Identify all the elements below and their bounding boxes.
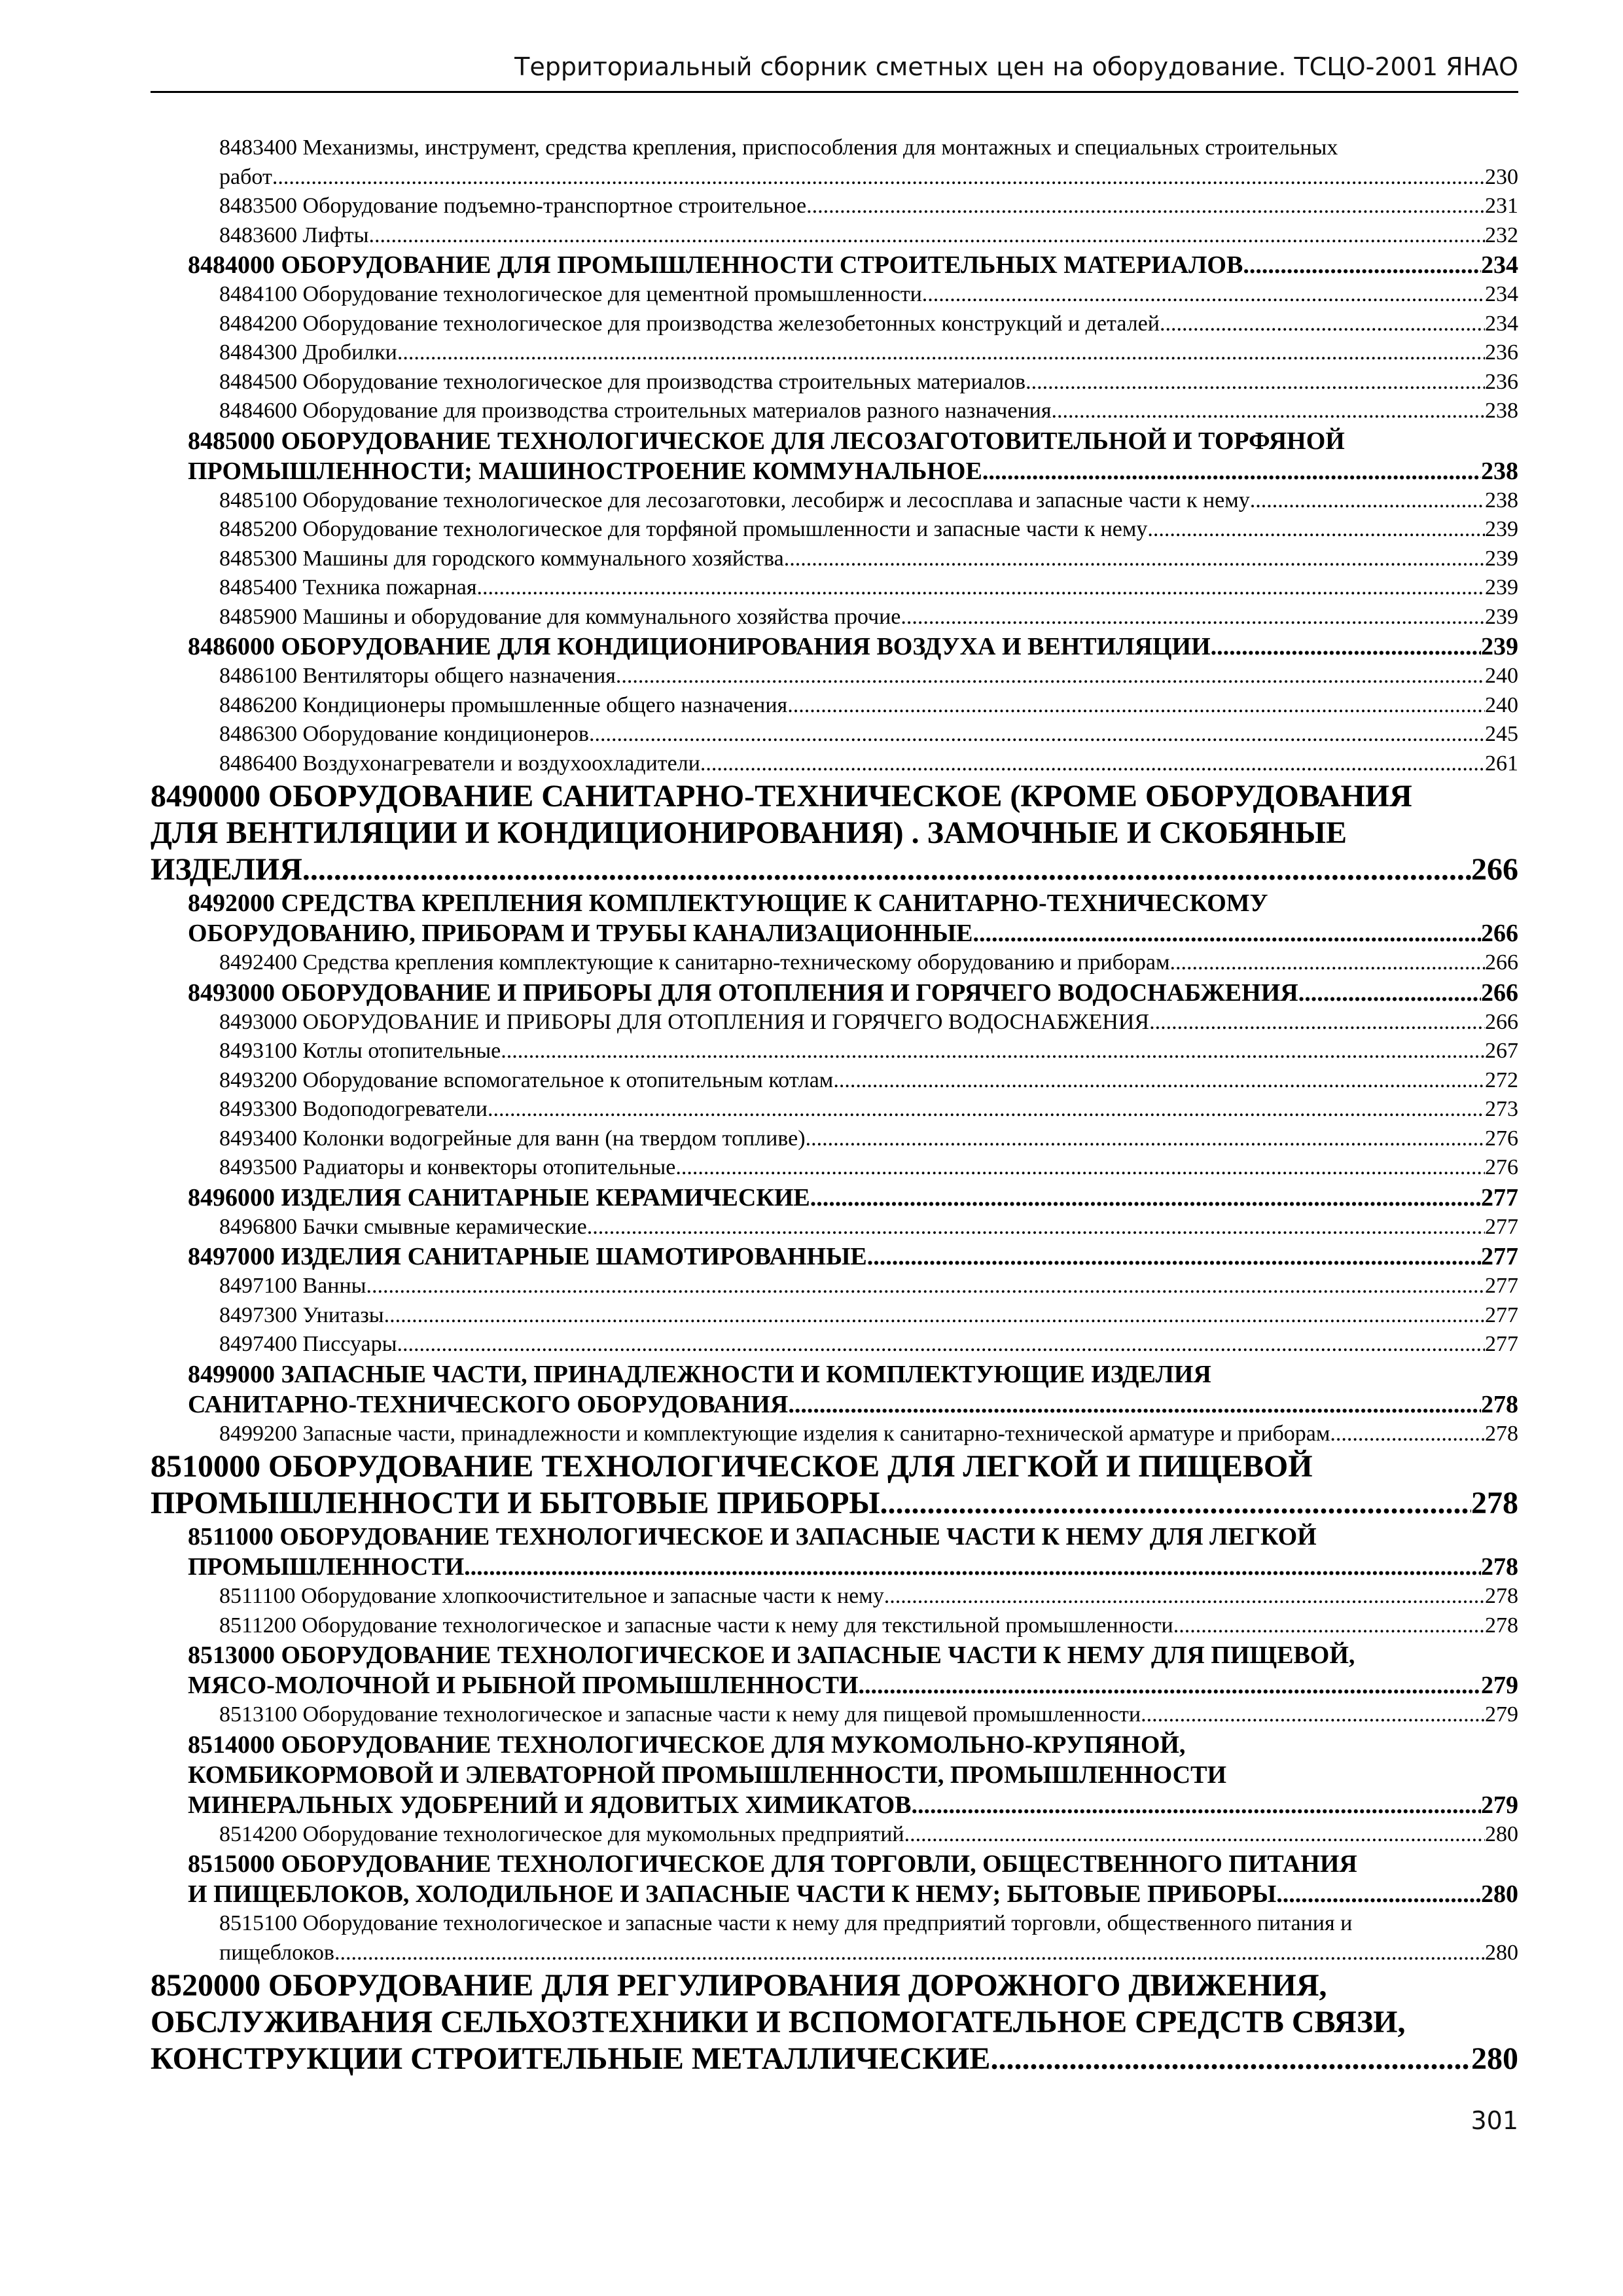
toc-entry-leader-row — [151, 1485, 1518, 1522]
toc-entry-leader-row — [188, 250, 1518, 280]
toc-entry-leader-row — [219, 1272, 1518, 1301]
toc-entry-title: 8486400 Воздухонагреватели и воздухоохладители — [219, 751, 700, 776]
toc-entry-leader-row — [219, 720, 1518, 749]
dot-leader — [1276, 1879, 1481, 1909]
dot-leader — [1147, 515, 1485, 545]
toc-entry-leader-row — [188, 1790, 1518, 1820]
toc-entry-leader-row — [219, 368, 1518, 397]
toc-page-number: 279 — [1481, 1791, 1518, 1819]
toc-entry-leader-row — [219, 1301, 1518, 1331]
toc-entry-leader-row — [219, 948, 1518, 978]
toc-entry-title: 8484500 Оборудование технологическое для производства строительных материалов — [219, 369, 1026, 394]
toc-entry-level-2[interactable] — [151, 888, 1518, 948]
toc-entry-level-3[interactable] — [151, 1095, 1518, 1124]
toc-entry-text-line: 8515000 ОБОРУДОВАНИЕ ТЕХНОЛОГИЧЕСКОЕ ДЛЯ ТОРГОВЛИ, ОБЩЕСТВЕННОГО ПИТАНИЯ — [188, 1850, 1357, 1878]
toc-page-number: 279 — [1481, 1672, 1518, 1699]
toc-page-number: 266 — [1481, 920, 1518, 947]
toc-entry-level-3[interactable] — [151, 691, 1518, 721]
toc-entry-leader-row — [219, 280, 1518, 310]
toc-entry-level-2[interactable] — [151, 632, 1518, 662]
toc-entry-leader-row — [151, 2041, 1518, 2077]
toc-page-number: 238 — [1485, 488, 1518, 512]
toc-page-number: 278 — [1485, 1613, 1518, 1638]
dot-leader — [912, 1790, 1481, 1820]
dot-leader — [973, 918, 1481, 948]
toc-entry-leader-row — [219, 163, 1518, 192]
toc-entry-leader-row — [219, 1066, 1518, 1096]
dot-leader — [833, 1066, 1485, 1096]
dot-leader — [810, 1183, 1481, 1213]
dot-leader — [272, 163, 1485, 192]
dot-leader — [334, 1939, 1485, 1968]
dot-leader — [476, 573, 1485, 603]
page-number: 301 — [1471, 2106, 1518, 2135]
toc-entry-title: 8493100 Котлы отопительные — [219, 1039, 501, 1063]
toc-entry-title: 8511200 Оборудование технологическое и запасные части к нему для текстильной промышленности — [219, 1613, 1173, 1638]
dot-leader — [922, 280, 1485, 310]
toc-entry-title: 8493200 Оборудование вспомогательное к отопительным котлам — [219, 1067, 834, 1092]
toc-entry-title: 8496800 Бачки смывные керамические — [219, 1214, 587, 1239]
toc-entry-level-3[interactable] — [151, 948, 1518, 978]
dot-leader — [982, 456, 1481, 486]
toc-page-number: 277 — [1485, 1302, 1518, 1327]
toc-entry-text-line: 8515100 Оборудование технологическое и запасные части к нему для предприятий торговли, общественного питания и — [219, 1911, 1353, 1935]
toc-entry-title: 8484100 Оборудование технологическое для цементной промышленности — [219, 282, 922, 306]
toc-entry-level-3[interactable] — [151, 749, 1518, 779]
toc-page-number: 234 — [1485, 282, 1518, 306]
dot-leader — [1298, 978, 1481, 1008]
toc-page-number: 230 — [1485, 164, 1518, 189]
toc-entry-title: 8483600 Лифты — [219, 223, 369, 247]
toc-entry-leader-row — [188, 456, 1518, 486]
toc-page-number: 273 — [1485, 1097, 1518, 1121]
dot-leader — [700, 749, 1485, 779]
toc-entry-leader-row — [219, 1124, 1518, 1154]
dot-leader — [904, 1820, 1485, 1850]
toc-entry-title: ПРОМЫШЛЕННОСТИ И БЫТОВЫЕ ПРИБОРЫ — [151, 1486, 880, 1520]
toc-entry-leader-row — [219, 338, 1518, 368]
toc-page-number: 278 — [1481, 1390, 1518, 1418]
toc-entry-level-2[interactable] — [151, 1183, 1518, 1213]
toc-entry-title: 8484600 Оборудование для производства строительных материалов разного назначения — [219, 399, 1052, 423]
toc-entry-level-3[interactable] — [151, 1582, 1518, 1611]
dot-leader — [464, 1552, 1481, 1582]
toc-entry-text-line: КОМБИКОРМОВОЙ И ЭЛЕВАТОРНОЙ ПРОМЫШЛЕННОСТИ, ПРОМЫШЛЕННОСТИ — [188, 1761, 1227, 1789]
toc-entry-level-3[interactable] — [151, 1124, 1518, 1154]
toc-page-number: 278 — [1485, 1584, 1518, 1608]
dot-leader — [587, 1213, 1485, 1242]
toc-page-number: 277 — [1485, 1214, 1518, 1239]
toc-entry-level-3[interactable] — [151, 280, 1518, 310]
toc-page-number: 231 — [1485, 194, 1518, 218]
toc-entry-title: МИНЕРАЛЬНЫХ УДОБРЕНИЙ И ЯДОВИТЫХ ХИМИКАТОВ — [188, 1791, 912, 1819]
toc-entry-title: 8486200 Кондиционеры промышленные общего назначения — [219, 692, 788, 717]
toc-entry-title: 8497000 ИЗДЕЛИЯ САНИТАРНЫЕ ШАМОТИРОВАННЫЕ — [188, 1243, 867, 1270]
toc-entry-title: пищеблоков — [219, 1940, 334, 1965]
dot-leader — [616, 662, 1485, 691]
toc-page-number: 261 — [1485, 751, 1518, 776]
dot-leader — [397, 1330, 1485, 1359]
toc-entry-title: 8484300 Дробилки — [219, 340, 397, 365]
toc-page-number: 239 — [1485, 546, 1518, 571]
toc-entry-level-3[interactable] — [151, 720, 1518, 749]
toc-page-number: 278 — [1481, 1553, 1518, 1581]
toc-entry-leader-row — [188, 1390, 1518, 1420]
toc-entry-level-3[interactable] — [151, 397, 1518, 426]
toc-entry-level-2[interactable] — [151, 1640, 1518, 1700]
toc-page-number: 239 — [1481, 633, 1518, 660]
toc-entry-level-3[interactable] — [151, 1213, 1518, 1242]
toc-entry-text-line: 8520000 ОБОРУДОВАНИЕ ДЛЯ РЕГУЛИРОВАНИЯ ДОРОЖНОГО ДВИЖЕНИЯ, — [151, 1968, 1327, 2003]
toc-entry-title: 8493400 Колонки водогрейные для ванн (на твердом топливе) — [219, 1126, 806, 1151]
toc-entry-leader-row — [219, 1153, 1518, 1183]
toc-page-number: 278 — [1471, 1486, 1518, 1520]
toc-entry-level-3[interactable] — [151, 545, 1518, 574]
toc-entry-leader-row — [219, 1008, 1518, 1037]
toc-entry-leader-row — [188, 978, 1518, 1008]
toc-entry-text-line: 8511000 ОБОРУДОВАНИЕ ТЕХНОЛОГИЧЕСКОЕ И ЗАПАСНЫЕ ЧАСТИ К НЕМУ ДЛЯ ЛЕГКОЙ — [188, 1523, 1317, 1551]
dot-leader — [366, 1272, 1485, 1301]
dot-leader — [784, 545, 1485, 574]
toc-entry-leader-row — [219, 1213, 1518, 1242]
toc-page-number: 234 — [1485, 311, 1518, 336]
toc-entry-title: 8485200 Оборудование технологическое для торфяной промышленности и запасные части к нему — [219, 517, 1148, 541]
toc-entry-text-line: 8499000 ЗАПАСНЫЕ ЧАСТИ, ПРИНАДЛЕЖНОСТИ И КОМПЛЕКТУЮЩИЕ ИЗДЕЛИЯ — [188, 1360, 1211, 1388]
toc-entry-title: 8493300 Водоподогреватели — [219, 1097, 488, 1121]
toc-page-number: 240 — [1485, 664, 1518, 688]
toc-entry-title: 8511100 Оборудование хлопкоочистительное и запасные части к нему — [219, 1584, 884, 1608]
toc-entry-leader-row — [188, 918, 1518, 948]
dot-leader — [589, 720, 1485, 749]
toc-page-number: 276 — [1485, 1126, 1518, 1151]
toc-page-number: 280 — [1471, 2041, 1518, 2076]
toc-entry-leader-row — [219, 1820, 1518, 1850]
toc-page-number: 240 — [1485, 692, 1518, 717]
dot-leader — [1026, 368, 1485, 397]
toc-entry-leader-row — [188, 1552, 1518, 1582]
toc-page-number: 280 — [1481, 1880, 1518, 1908]
dot-leader — [806, 1124, 1485, 1154]
running-header — [151, 41, 1518, 93]
toc-entry-leader-row — [219, 1095, 1518, 1124]
toc-entry-title: ПРОМЫШЛЕННОСТИ — [188, 1553, 465, 1581]
toc-entry-title: 8485400 Техника пожарная — [219, 575, 477, 600]
dot-leader — [384, 1301, 1485, 1331]
dot-leader — [1149, 1008, 1485, 1037]
toc-entry-level-2[interactable] — [151, 978, 1518, 1008]
toc-entry-leader-row — [219, 1611, 1518, 1641]
toc-entry-level-1[interactable] — [151, 778, 1518, 888]
toc-entry-title: 8499200 Запасные части, принадлежности и комплектующие изделия к санитарно-технической арматуре и приборам — [219, 1421, 1330, 1446]
toc-entry-text-line: 8485000 ОБОРУДОВАНИЕ ТЕХНОЛОГИЧЕСКОЕ ДЛЯ ЛЕСОЗАГОТОВИТЕЛЬНОЙ И ТОРФЯНОЙ — [188, 427, 1345, 455]
toc-entry-leader-row — [219, 486, 1518, 516]
dot-leader — [302, 852, 1471, 888]
dot-leader — [880, 1485, 1471, 1522]
dot-leader — [675, 1153, 1485, 1183]
toc-page-number: 245 — [1485, 722, 1518, 746]
toc-entry-level-2[interactable] — [151, 1730, 1518, 1820]
toc-entry-title: 8486100 Вентиляторы общего назначения — [219, 664, 616, 688]
toc-entry-level-3[interactable] — [151, 192, 1518, 221]
toc-entry-title: работ — [219, 164, 272, 189]
toc-entry-text-line: ДЛЯ ВЕНТИЛЯЦИИ И КОНДИЦИОНИРОВАНИЯ) . ЗАМОЧНЫЕ И СКОБЯНЫЕ — [151, 816, 1347, 850]
toc-entry-level-3[interactable] — [151, 1272, 1518, 1301]
toc-page-number: 238 — [1481, 457, 1518, 485]
toc-entry-title: 8514200 Оборудование технологическое для мукомольных предприятий — [219, 1821, 904, 1846]
toc-entry-title: 8486300 Оборудование кондиционеров — [219, 722, 589, 746]
toc-page-number: 236 — [1485, 369, 1518, 394]
toc-entry-level-3[interactable] — [151, 1008, 1518, 1037]
dot-leader — [1141, 1700, 1485, 1730]
dot-leader — [1243, 250, 1481, 280]
dot-leader — [1052, 397, 1486, 426]
toc-entry-level-2[interactable] — [151, 250, 1518, 280]
toc-entry-leader-row — [219, 515, 1518, 545]
toc-entry-level-2[interactable] — [151, 426, 1518, 486]
toc-entry-leader-row — [219, 192, 1518, 221]
toc-entry-title: 8484200 Оборудование технологическое для производства железобетонных конструкций и деталей — [219, 311, 1160, 336]
toc-entry-title: 8496000 ИЗДЕЛИЯ САНИТАРНЫЕ КЕРАМИЧЕСКИЕ — [188, 1183, 810, 1211]
toc-page-number: 236 — [1485, 340, 1518, 365]
toc-entry-leader-row — [219, 221, 1518, 251]
toc-entry-title: 8513100 Оборудование технологическое и запасные части к нему для пищевой промышленности — [219, 1702, 1141, 1727]
toc-entry-leader-row — [219, 310, 1518, 339]
dot-leader — [990, 2041, 1471, 2077]
toc-entry-level-2[interactable] — [151, 1849, 1518, 1909]
dot-leader — [488, 1095, 1485, 1124]
toc-entry-level-3[interactable] — [151, 662, 1518, 691]
toc-page-number: 232 — [1485, 223, 1518, 247]
toc-entry-level-3[interactable] — [151, 1611, 1518, 1641]
dot-leader — [884, 1582, 1485, 1611]
toc-page-number: 280 — [1485, 1821, 1518, 1846]
toc-page-number: 267 — [1485, 1039, 1518, 1063]
toc-entry-title: КОНСТРУКЦИИ СТРОИТЕЛЬНЫЕ МЕТАЛЛИЧЕСКИЕ — [151, 2041, 991, 2076]
dot-leader — [369, 221, 1486, 251]
toc-entry-text-line: 8514000 ОБОРУДОВАНИЕ ТЕХНОЛОГИЧЕСКОЕ ДЛЯ МУКОМОЛЬНО-КРУПЯНОЙ, — [188, 1731, 1186, 1759]
toc-entry-level-3[interactable] — [151, 1301, 1518, 1331]
toc-entry-text-line: 8492000 СРЕДСТВА КРЕПЛЕНИЯ КОМПЛЕКТУЮЩИЕ К САНИТАРНО-ТЕХНИЧЕСКОМУ — [188, 889, 1268, 917]
toc-entry-level-3[interactable] — [151, 1330, 1518, 1359]
toc-entry-level-2[interactable] — [151, 1522, 1518, 1582]
toc-entry-text-line: 8483400 Механизмы, инструмент, средства крепления, приспособления для монтажных и специальных строительных — [219, 135, 1338, 160]
toc-entry-title: 8485900 Машины и оборудование для коммунального хозяйства прочие — [219, 604, 901, 629]
toc-entry-leader-row — [219, 691, 1518, 721]
toc-entry-leader-row — [219, 662, 1518, 691]
dot-leader — [1173, 1611, 1485, 1641]
toc-entry-leader-row — [219, 1700, 1518, 1730]
toc-entry-text-line: ОБСЛУЖИВАНИЯ СЕЛЬХОЗТЕХНИКИ И ВСПОМОГАТЕЛЬНОЕ СРЕДСТВ СВЯЗИ, — [151, 2005, 1406, 2039]
header-title: Территориальный сборник сметных цен на оборудование. ТСЦО-2001 ЯНАО — [514, 52, 1518, 81]
toc-page-number: 278 — [1485, 1421, 1518, 1446]
toc-entry-leader-row — [219, 1037, 1518, 1066]
toc-entry-leader-row — [219, 1939, 1518, 1968]
toc-entry-text-line: 8510000 ОБОРУДОВАНИЕ ТЕХНОЛОГИЧЕСКОЕ ДЛЯ ЛЕГКОЙ И ПИЩЕВОЙ — [151, 1449, 1313, 1484]
toc-entry-level-3[interactable] — [151, 310, 1518, 339]
dot-leader — [806, 192, 1485, 221]
toc-entry-leader-row — [219, 749, 1518, 779]
dot-leader — [787, 691, 1485, 721]
toc-entry-level-3[interactable] — [151, 1153, 1518, 1183]
toc-entry-title: 8497300 Унитазы — [219, 1302, 384, 1327]
toc-page-number: 277 — [1485, 1332, 1518, 1356]
toc-entry-title: 8493500 Радиаторы и конвекторы отопительные — [219, 1155, 676, 1179]
toc-entry-leader-row — [219, 545, 1518, 574]
toc-entry-title: И ПИЩЕБЛОКОВ, ХОЛОДИЛЬНОЕ И ЗАПАСНЫЕ ЧАСТИ К НЕМУ; БЫТОВЫЕ ПРИБОРЫ — [188, 1880, 1277, 1908]
toc-entry-level-2[interactable] — [151, 1359, 1518, 1420]
toc-page-number: 266 — [1485, 950, 1518, 975]
dot-leader — [1211, 632, 1481, 662]
toc-entry-leader-row — [219, 603, 1518, 632]
toc-entry-level-3[interactable] — [151, 368, 1518, 397]
toc-page-number: 276 — [1485, 1155, 1518, 1179]
toc-page-number: 277 — [1481, 1243, 1518, 1270]
toc-entry-leader-row — [188, 1242, 1518, 1272]
toc-entry-leader-row — [188, 632, 1518, 662]
toc-entry-level-3[interactable] — [151, 338, 1518, 368]
toc-entry-level-3[interactable] — [151, 1037, 1518, 1066]
toc-entry-title: МЯСО-МОЛОЧНОЙ И РЫБНОЙ ПРОМЫШЛЕННОСТИ — [188, 1672, 859, 1699]
toc-page-number: 280 — [1485, 1940, 1518, 1965]
toc-entry-leader-row — [188, 1670, 1518, 1700]
dot-leader — [1250, 486, 1485, 516]
dot-leader — [1169, 948, 1485, 978]
toc-entry-leader-row — [219, 1420, 1518, 1449]
toc-entry-title: 8492400 Средства крепления комплектующие к санитарно-техническому оборудованию и приборам — [219, 950, 1170, 975]
dot-leader — [1330, 1420, 1485, 1449]
toc-entry-level-3[interactable] — [151, 134, 1518, 192]
toc-entry-leader-row — [219, 1330, 1518, 1359]
toc-entry-title: ПРОМЫШЛЕННОСТИ; МАШИНОСТРОЕНИЕ КОММУНАЛЬНОЕ — [188, 457, 982, 485]
toc-page-number: 266 — [1485, 1009, 1518, 1034]
toc-entry-text-line: 8513000 ОБОРУДОВАНИЕ ТЕХНОЛОГИЧЕСКОЕ И ЗАПАСНЫЕ ЧАСТИ К НЕМУ ДЛЯ ПИЩЕВОЙ, — [188, 1641, 1355, 1669]
toc-entry-level-3[interactable] — [151, 603, 1518, 632]
toc-entry-level-3[interactable] — [151, 1420, 1518, 1449]
toc-page-number: 266 — [1481, 978, 1518, 1007]
toc-entry-leader-row — [219, 397, 1518, 426]
toc-entry-level-3[interactable] — [151, 573, 1518, 603]
dot-leader — [1160, 310, 1485, 339]
toc-page-number: 277 — [1481, 1183, 1518, 1211]
toc-entry-title: 8484000 ОБОРУДОВАНИЕ ДЛЯ ПРОМЫШЛЕННОСТИ СТРОИТЕЛЬНЫХ МАТЕРИАЛОВ — [188, 251, 1243, 279]
toc-entry-level-1[interactable] — [151, 1448, 1518, 1522]
toc-page-number: 239 — [1485, 604, 1518, 629]
toc-page-number: 238 — [1485, 399, 1518, 423]
dot-leader — [501, 1037, 1485, 1066]
toc-entry-level-3[interactable] — [151, 515, 1518, 545]
dot-leader — [397, 338, 1485, 368]
toc-entry-level-1[interactable] — [151, 1967, 1518, 2077]
toc-entry-level-2[interactable] — [151, 1242, 1518, 1272]
toc-entry-title: 8483500 Оборудование подъемно-транспортное строительное — [219, 194, 807, 218]
dot-leader — [788, 1390, 1481, 1420]
toc-entry-level-3[interactable] — [151, 486, 1518, 516]
toc-page-number: 266 — [1471, 852, 1518, 887]
toc-entry-title: 8497100 Ванны — [219, 1274, 366, 1298]
toc-entry-leader-row — [151, 852, 1518, 888]
toc-entry-level-3[interactable] — [151, 1820, 1518, 1850]
toc-entry-level-3[interactable] — [151, 1700, 1518, 1730]
toc-entry-title: ИЗДЕЛИЯ — [151, 852, 302, 887]
toc-entry-title: 8497400 Писсуары — [219, 1332, 397, 1356]
toc-entry-title: 8485300 Машины для городского коммунального хозяйства — [219, 546, 784, 571]
toc-entry-level-3[interactable] — [151, 1909, 1518, 1967]
toc-entry-title: 8493000 ОБОРУДОВАНИЕ И ПРИБОРЫ ДЛЯ ОТОПЛЕНИЯ И ГОРЯЧЕГО ВОДОСНАБЖЕНИЯ — [188, 978, 1298, 1007]
dot-leader — [859, 1670, 1481, 1700]
toc-entry-leader-row — [188, 1183, 1518, 1213]
toc-page-number: 277 — [1485, 1274, 1518, 1298]
dot-leader — [901, 603, 1485, 632]
toc-entry-leader-row — [219, 1582, 1518, 1611]
toc-entry-text-line: 8490000 ОБОРУДОВАНИЕ САНИТАРНО-ТЕХНИЧЕСКОЕ (КРОМЕ ОБОРУДОВАНИЯ — [151, 779, 1412, 814]
toc-page-number: 272 — [1485, 1067, 1518, 1092]
toc-entry-title: САНИТАРНО-ТЕХНИЧЕСКОГО ОБОРУДОВАНИЯ — [188, 1390, 789, 1418]
dot-leader — [867, 1242, 1481, 1272]
toc-page-number: 239 — [1485, 517, 1518, 541]
toc-entry-title: ОБОРУДОВАНИЮ, ПРИБОРАМ И ТРУБЫ КАНАЛИЗАЦИОННЫЕ — [188, 920, 973, 947]
toc-entry-title: 8485100 Оборудование технологическое для лесозаготовки, лесобирж и лесосплава и запасные части к нему — [219, 488, 1250, 512]
toc-entry-title: 8493000 ОБОРУДОВАНИЕ И ПРИБОРЫ ДЛЯ ОТОПЛЕНИЯ И ГОРЯЧЕГО ВОДОСНАБЖЕНИЯ — [219, 1009, 1150, 1034]
toc-entry-level-3[interactable] — [151, 221, 1518, 251]
toc-page-number: 234 — [1481, 251, 1518, 279]
toc-page-number: 279 — [1485, 1702, 1518, 1727]
toc-entry-title: 8486000 ОБОРУДОВАНИЕ ДЛЯ КОНДИЦИОНИРОВАНИЯ ВОЗДУХА И ВЕНТИЛЯЦИИ — [188, 633, 1211, 660]
toc-entry-leader-row — [188, 1879, 1518, 1909]
toc-entry-level-3[interactable] — [151, 1066, 1518, 1096]
toc-entry-leader-row — [219, 573, 1518, 603]
toc-page-number: 239 — [1485, 575, 1518, 600]
table-of-contents — [151, 134, 1518, 2077]
